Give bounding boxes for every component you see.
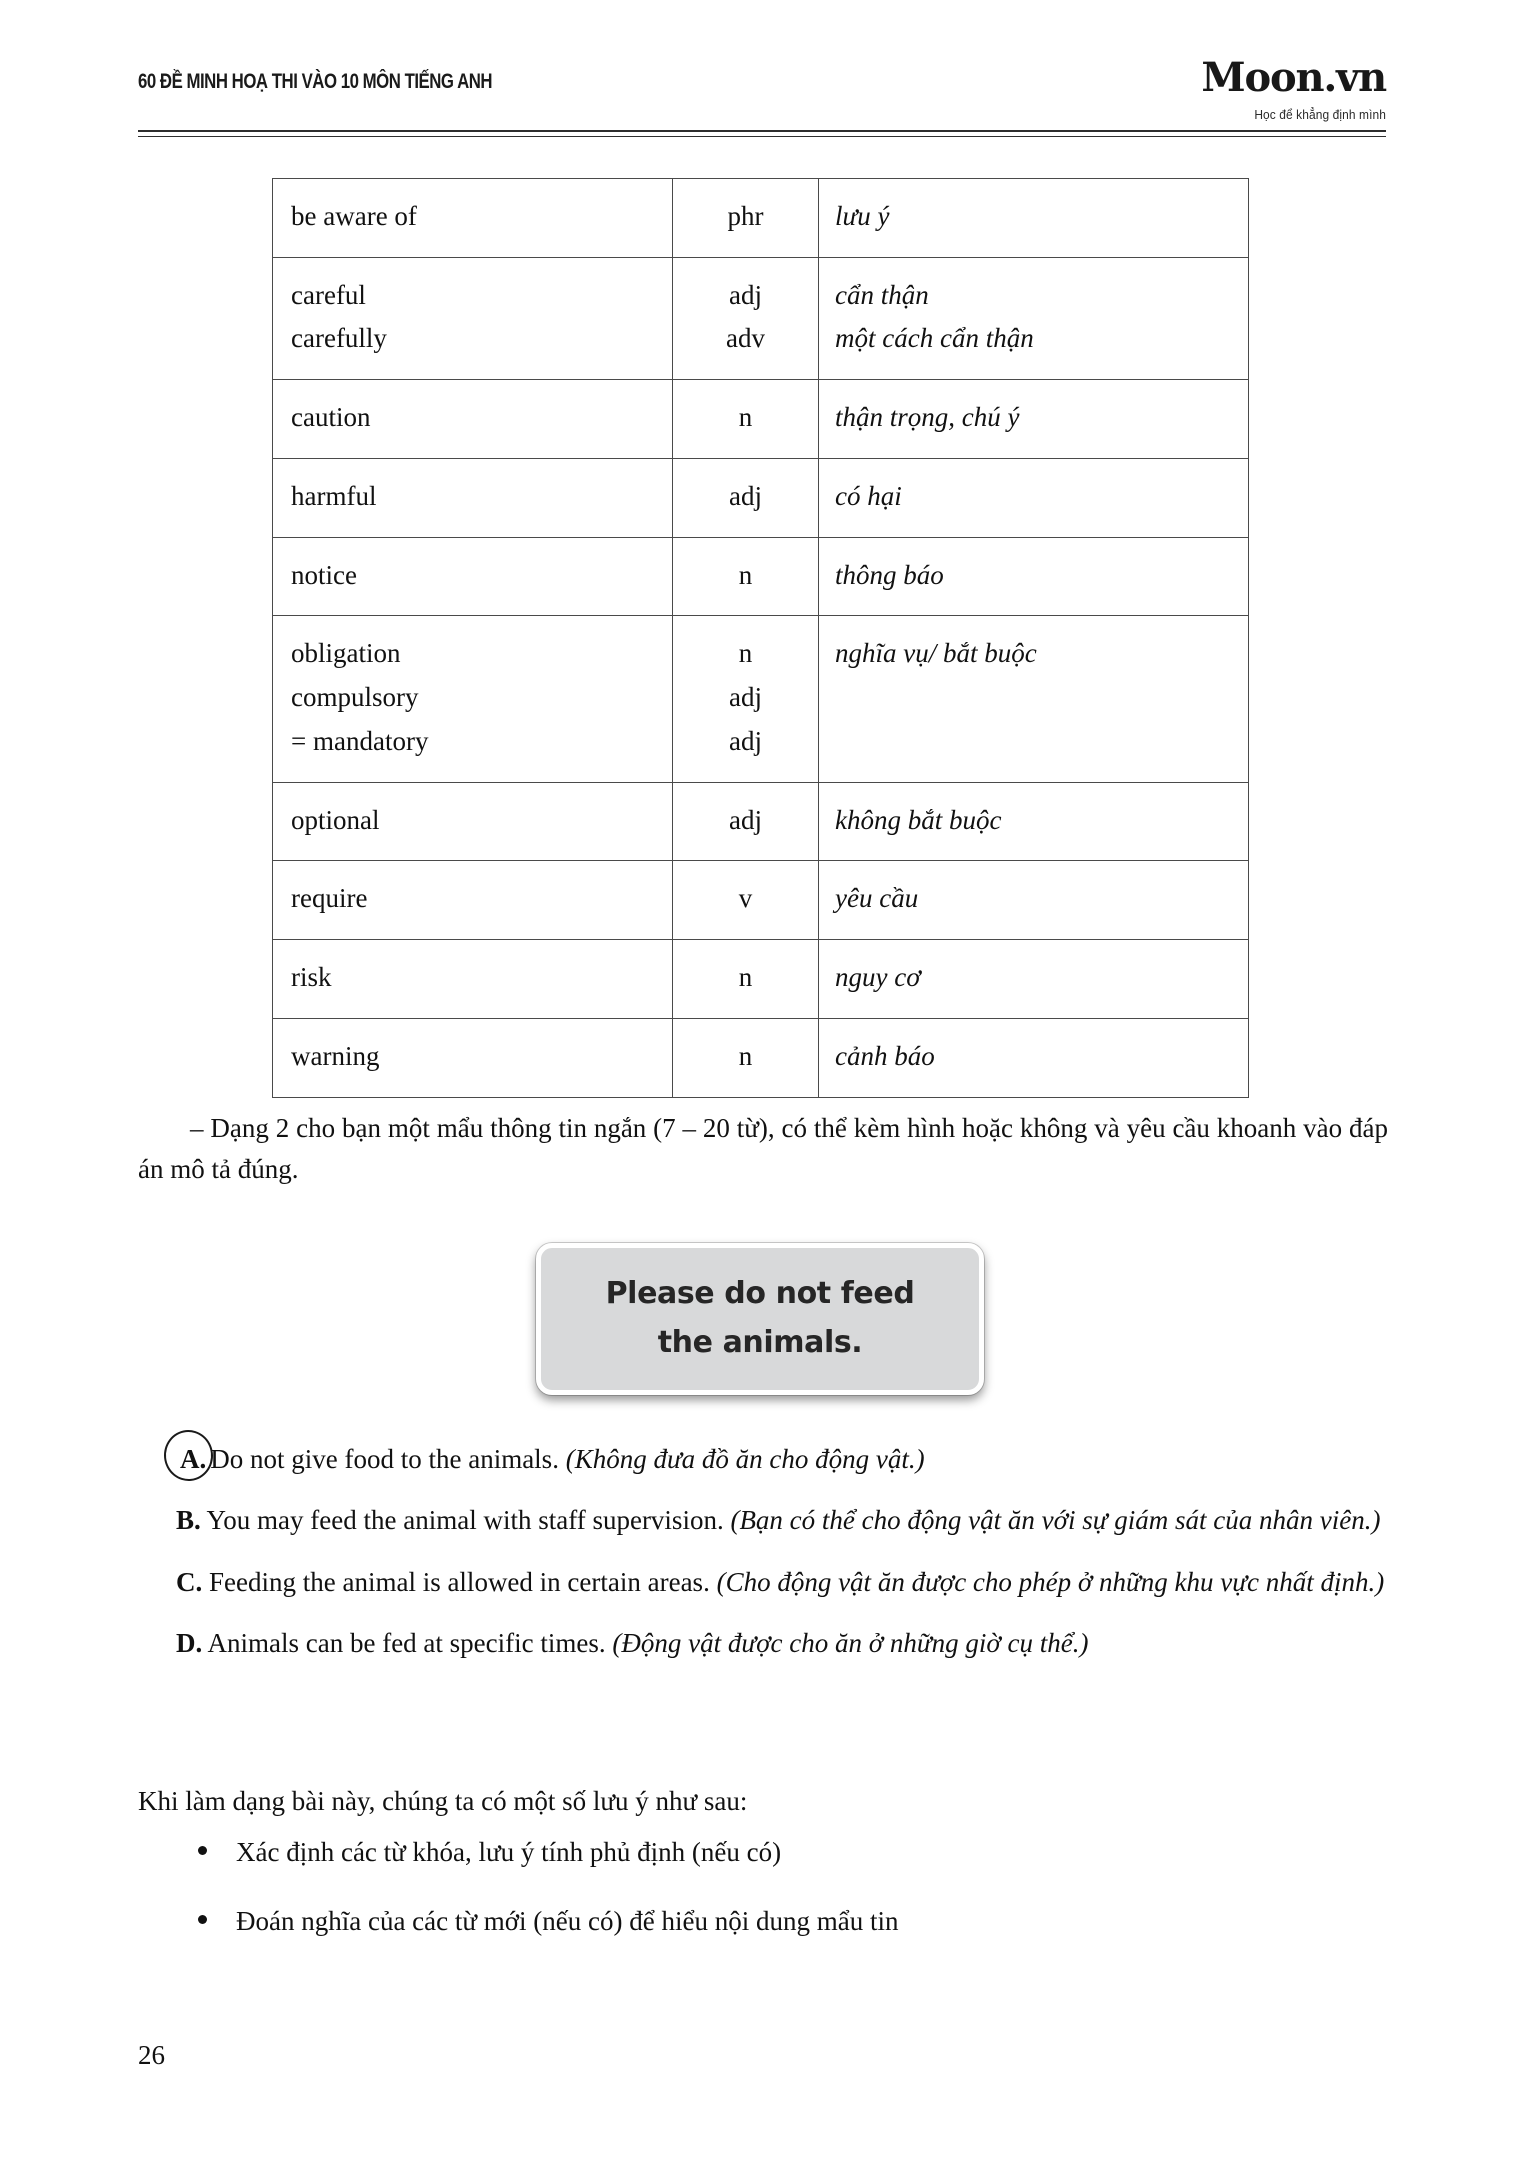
- option-english-text: You may feed the animal with staff supervision.: [200, 1505, 731, 1536]
- list-item: [176, 1832, 1386, 1873]
- table-row: [273, 616, 1249, 782]
- vocab-word: be aware of: [291, 201, 417, 231]
- vocab-word-cell: [273, 940, 673, 1019]
- sign-line-1: Please do not feed: [605, 1276, 915, 1312]
- vocab-pos-cell: [673, 537, 819, 616]
- option-english-text: Animals can be fed at specific times.: [202, 1628, 613, 1659]
- vocab-word-cell: [273, 1018, 673, 1097]
- vocab-meaning: nghĩa vụ/ bắt buộc: [835, 638, 1037, 669]
- option-english-text: Do not give food to the animals.: [210, 1444, 566, 1474]
- vocab-part-of-speech: phr: [727, 201, 764, 231]
- sign-figure-area: [0, 1243, 1520, 1395]
- vocab-meaning: thận trọng, chú ý: [835, 402, 1020, 433]
- vocab-word: warning: [291, 1040, 380, 1071]
- vocab-word: require: [291, 883, 368, 914]
- option-letter: D.: [176, 1628, 203, 1659]
- answer-option-d[interactable]: [138, 1622, 1393, 1664]
- header-divider: [138, 130, 1386, 137]
- vocab-meaning: cẩn thận: [835, 279, 929, 310]
- vocab-part-of-speech: v: [738, 883, 753, 914]
- brand-block: [1046, 54, 1386, 122]
- vocabulary-table: [272, 178, 1249, 1098]
- vocab-part-of-speech: n: [738, 962, 753, 993]
- vocab-meaning-cell: [819, 179, 1249, 258]
- table-row: [273, 458, 1249, 537]
- vocab-meaning-cell: [819, 257, 1249, 379]
- do-not-feed-sign: [536, 1243, 984, 1395]
- vocab-word-cell: [273, 861, 673, 940]
- vocab-pos-cell: [673, 782, 819, 861]
- answer-option-c[interactable]: [138, 1561, 1393, 1603]
- vocab-part-of-speech: adj: [729, 804, 762, 835]
- table-row: [273, 940, 1249, 1019]
- vocab-meaning: không bắt buộc: [835, 804, 1002, 835]
- option-letter: A.: [180, 1444, 207, 1474]
- vocab-part-of-speech: n: [738, 638, 753, 669]
- option-english-text: Feeding the animal is allowed in certain areas.: [202, 1566, 717, 1597]
- vocab-pos-cell: [673, 1018, 819, 1097]
- vocab-meaning: có hại: [835, 480, 902, 511]
- vocab-part-of-speech: adj: [729, 480, 762, 511]
- vocab-word: obligation: [291, 638, 401, 669]
- vocab-word-cell: [273, 782, 673, 861]
- vocab-meaning: yêu cầu: [835, 883, 919, 914]
- bullet-dot-icon: [198, 1846, 207, 1855]
- vocabulary-table-container: [272, 178, 1248, 1098]
- intro-paragraph: – Dạng 2 cho bạn một mẩu thông tin ngắn (7 – 20 từ), có thể kèm hình hoặc không và yêu cầu khoanh vào đáp án mô tả đúng.: [138, 1113, 1388, 1185]
- vocab-part-of-speech: adj: [729, 682, 762, 713]
- vocab-part-of-speech: adj: [729, 725, 762, 756]
- vocab-word: notice: [291, 559, 357, 590]
- vocab-word: optional: [291, 804, 380, 835]
- vocab-part-of-speech: n: [738, 1040, 753, 1071]
- brand-tagline: Học để khẳng định mình: [1254, 107, 1386, 122]
- sign-line-2: the animals.: [657, 1325, 863, 1360]
- vocab-meaning: lưu ý: [835, 201, 890, 231]
- vocab-word: = mandatory: [291, 725, 429, 756]
- moon-logo: Moon.vn: [1201, 54, 1386, 101]
- vocab-pos-cell: [673, 179, 819, 258]
- vocab-word-cell: [273, 179, 673, 258]
- note-paragraph: Khi làm dạng bài này, chúng ta có một số lưu ý như sau:: [138, 1786, 748, 1816]
- table-row: [273, 1018, 1249, 1097]
- option-letter: C.: [176, 1566, 203, 1597]
- vocab-meaning: nguy cơ: [835, 962, 921, 993]
- list-item: [176, 1901, 1386, 1942]
- bullet-dot-icon: [198, 1915, 207, 1924]
- vocab-word: carefully: [291, 323, 387, 354]
- vocab-meaning-cell: [819, 782, 1249, 861]
- vocab-meaning: một cách cẩn thận: [835, 323, 1034, 354]
- vocab-meaning-cell: [819, 458, 1249, 537]
- vocab-meaning-cell: [819, 537, 1249, 616]
- tips-bullet-list: [176, 1832, 1386, 1969]
- table-row: [273, 537, 1249, 616]
- option-vietnamese-gloss: (Cho động vật ăn được cho phép ở những khu vực nhất định.): [716, 1566, 1385, 1597]
- vocab-word-cell: [273, 616, 673, 782]
- answer-option-a[interactable]: [138, 1438, 1393, 1480]
- list-item-text: Xác định các từ khóa, lưu ý tính phủ định (nếu có): [236, 1837, 782, 1867]
- vocab-meaning: cảnh báo: [835, 1040, 935, 1071]
- option-vietnamese-gloss: (Động vật được cho ăn ở những giờ cụ thể.): [612, 1628, 1089, 1659]
- vocab-meaning-cell: [819, 380, 1249, 459]
- vocab-part-of-speech: n: [738, 559, 753, 590]
- vocab-meaning-cell: [819, 940, 1249, 1019]
- vocab-word: compulsory: [291, 682, 419, 713]
- vocab-part-of-speech: adj: [729, 279, 762, 310]
- option-vietnamese-gloss: (Không đưa đồ ăn cho động vật.): [565, 1444, 925, 1474]
- option-vietnamese-gloss: (Bạn có thể cho động vật ăn với sự giám sát của nhân viên.): [730, 1505, 1381, 1536]
- vocab-word-cell: [273, 458, 673, 537]
- answer-options: [138, 1438, 1393, 1684]
- page-header: [138, 54, 1386, 138]
- table-row: [273, 179, 1249, 258]
- page-number: 26: [138, 2040, 165, 2070]
- vocab-pos-cell: [673, 257, 819, 379]
- vocab-word: caution: [291, 402, 371, 433]
- table-row: [273, 782, 1249, 861]
- vocab-word-cell: [273, 257, 673, 379]
- vocab-pos-cell: [673, 616, 819, 782]
- vocab-word-cell: [273, 537, 673, 616]
- vocab-part-of-speech: n: [738, 402, 753, 433]
- vocab-meaning: thông báo: [835, 559, 944, 590]
- vocab-pos-cell: [673, 861, 819, 940]
- vocab-meaning-cell: [819, 861, 1249, 940]
- vocab-part-of-speech: adv: [726, 323, 765, 354]
- table-row: [273, 861, 1249, 940]
- vocab-word: careful: [291, 279, 366, 310]
- table-row: [273, 380, 1249, 459]
- vocab-word: risk: [291, 962, 332, 993]
- vocab-pos-cell: [673, 940, 819, 1019]
- vocab-word-cell: [273, 380, 673, 459]
- table-row: [273, 257, 1249, 379]
- vocab-meaning-cell: [819, 1018, 1249, 1097]
- vocab-pos-cell: [673, 380, 819, 459]
- running-head-title: 60 ĐỀ MINH HOẠ THI VÀO 10 MÔN TIẾNG ANH: [138, 70, 493, 93]
- answer-option-b[interactable]: [138, 1499, 1393, 1541]
- option-letter: B.: [176, 1505, 201, 1536]
- vocab-pos-cell: [673, 458, 819, 537]
- vocab-word: harmful: [291, 480, 377, 511]
- list-item-text: Đoán nghĩa của các từ mới (nếu có) để hiểu nội dung mẩu tin: [236, 1905, 899, 1936]
- vocab-meaning-cell: [819, 616, 1249, 782]
